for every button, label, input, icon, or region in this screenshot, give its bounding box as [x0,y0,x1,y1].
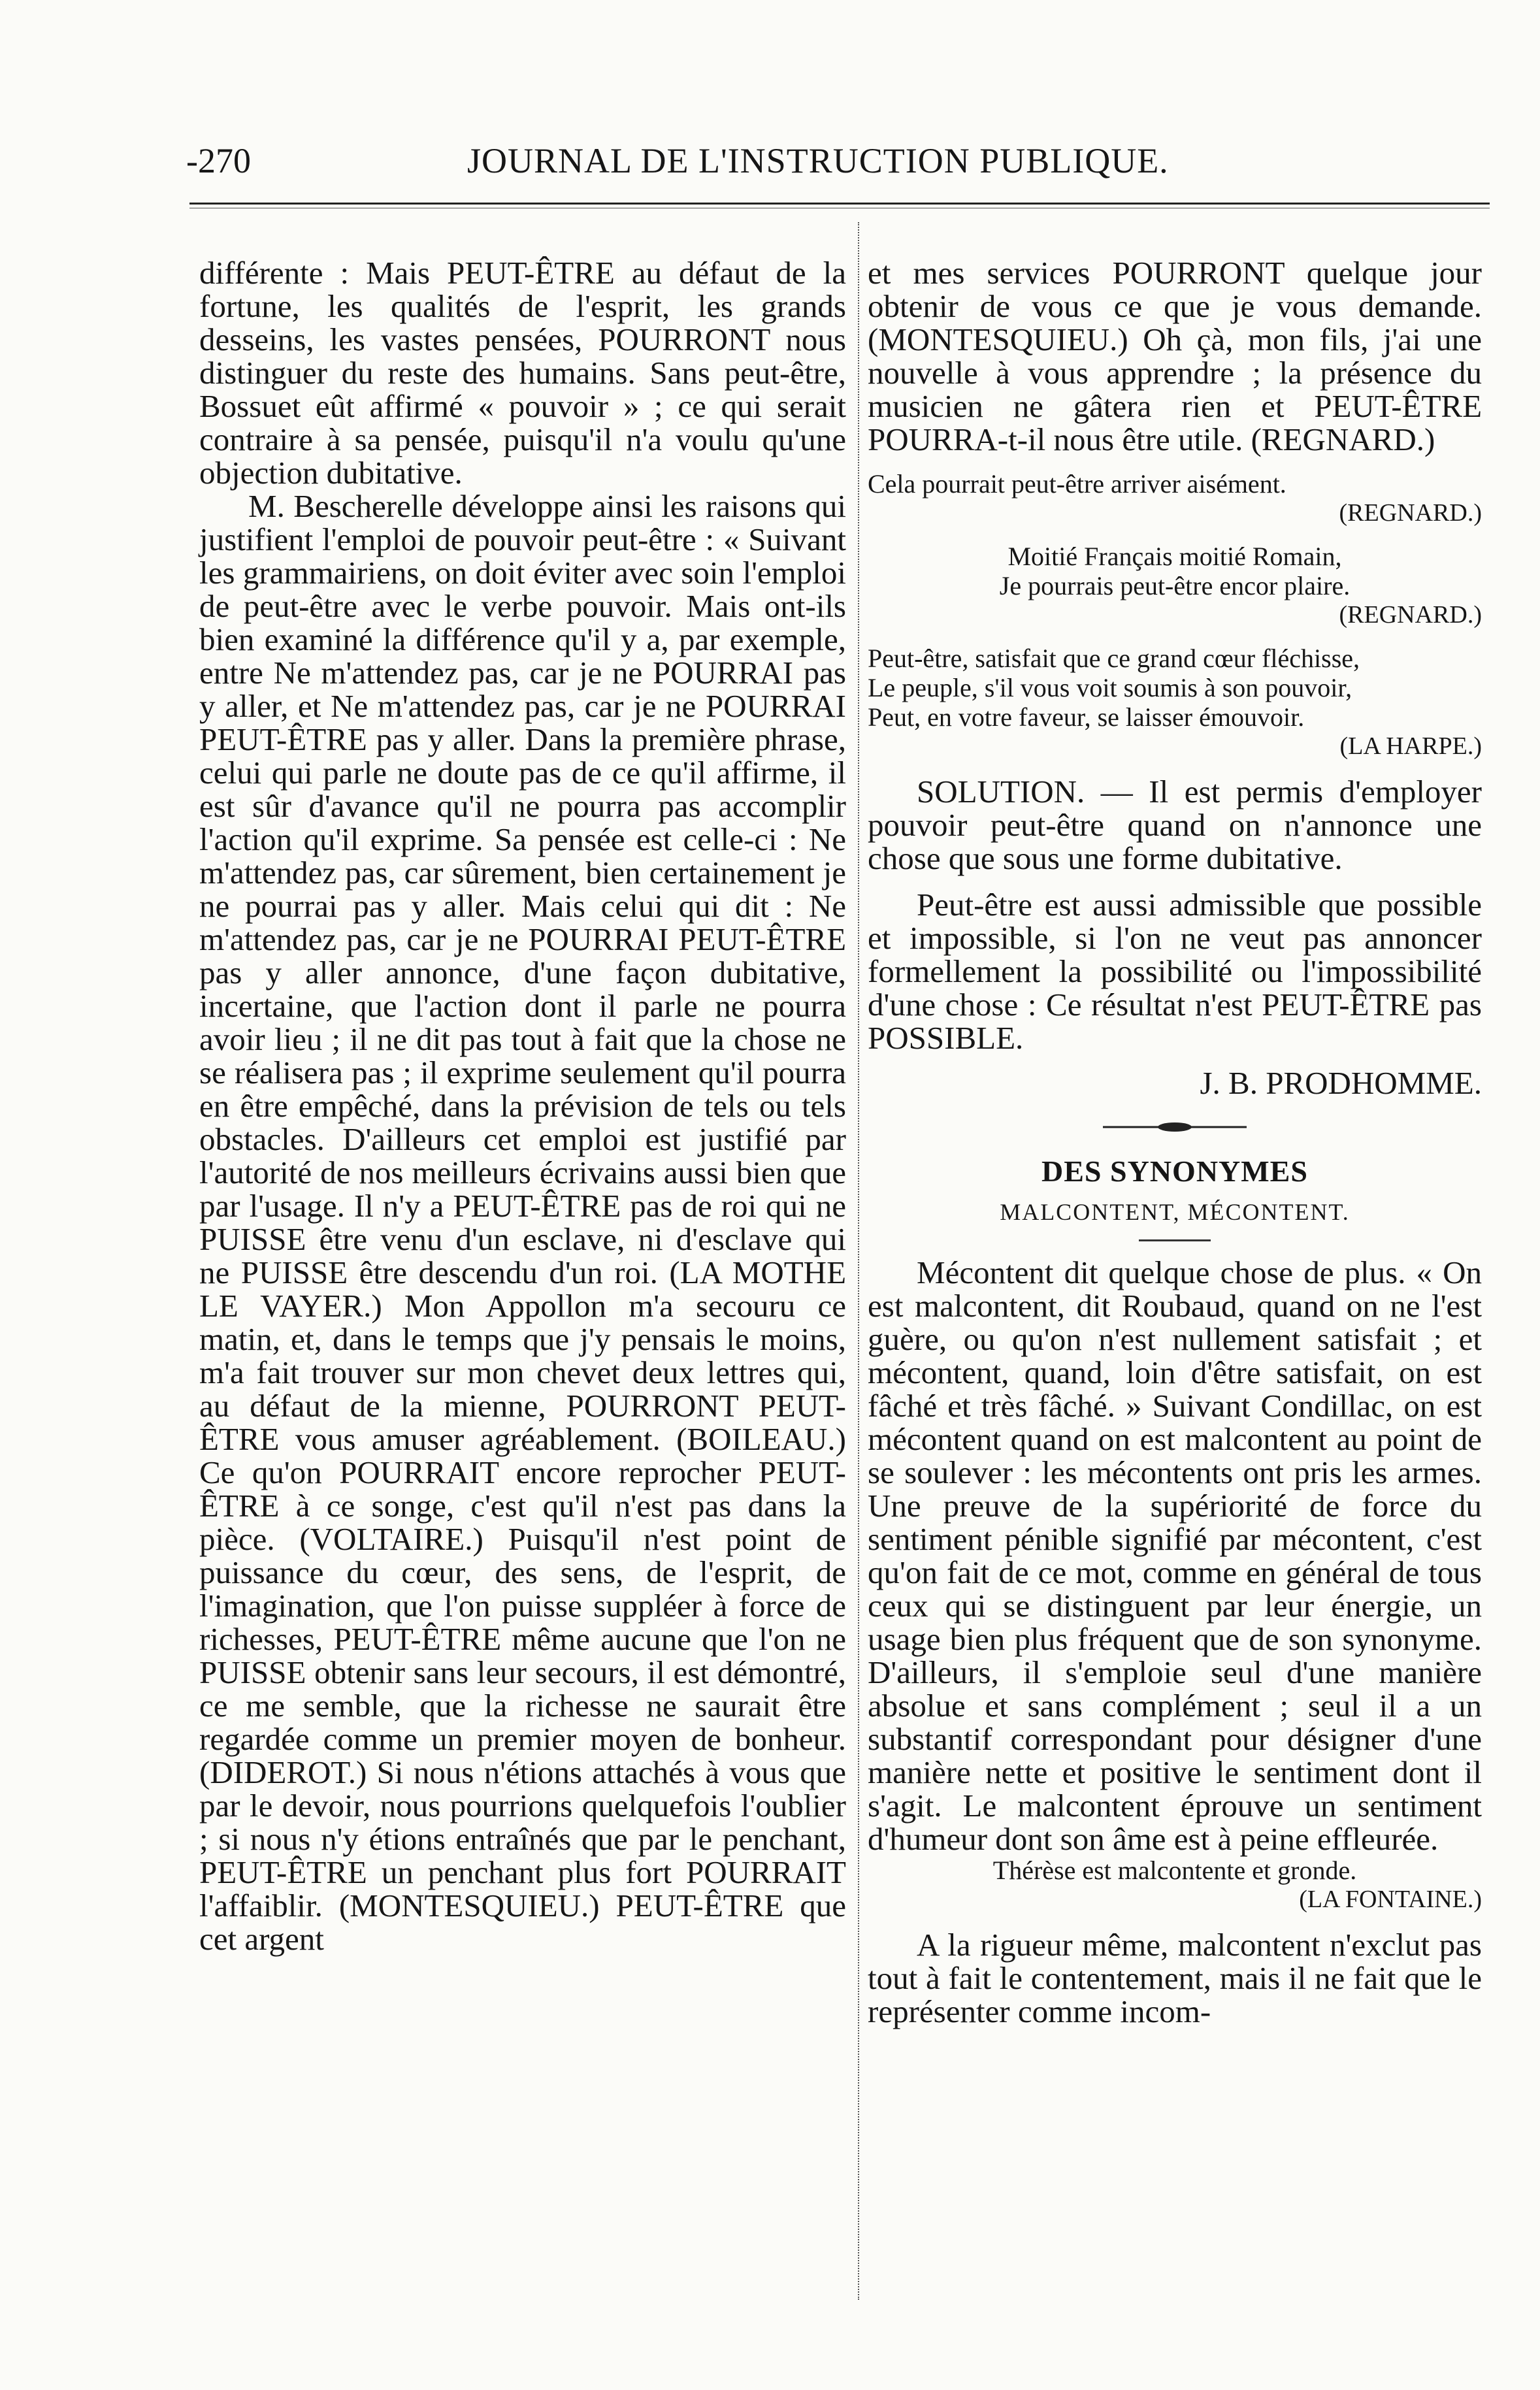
running-title: JOURNAL DE L'INSTRUCTION PUBLIQUE. [467,141,1169,180]
quote-regnard-1: Cela pourrait peut-être arriver aisément. [868,469,1286,499]
solution-paragraph: SOLUTION. — Il est permis d'employer pouvoir peut-être quand on n'annonce une chose que sous une forme dubitative. [868,774,1482,876]
quote-laharpe-source: (LA HARPE.) [1339,732,1482,760]
section-subtitle: MALCONTENT, MÉCONTENT. [1000,1199,1350,1225]
left-column [199,256,846,1956]
quote-regnard-2-source: (REGNARD.) [1339,601,1482,629]
quote-regnard-1-source: (REGNARD.) [1339,499,1482,527]
page-number: -270 [186,141,251,180]
final-paragraph: A la rigueur même, malcontent n'exclut pas tout à fait le contentement, mais il ne fait que le représenter comme incom- [868,1927,1482,2029]
section-rule [1139,1239,1211,1241]
quote-lafontaine: Thérèse est malcontente et gronde. [992,1856,1357,1885]
quote-regnard-2-line-1: Moitié Français moitié Romain, [1008,542,1342,571]
column-divider [858,222,859,2300]
quote-regnard-2-line-2: Je pourrais peut-être encor plaire. [999,571,1351,600]
quote-lafontaine-source: (LA FONTAINE.) [1299,1886,1482,1913]
author-signature: J. B. PRODHOMME. [1200,1065,1482,1101]
peut-etre-paragraph: Peut-être est aussi admissible que possible et impossible, si l'on ne veut pas annoncer formellement la possibilité ou l'impossibilité d'une chose : Ce résultat n'est PEUT-ÊTRE pas POSSIBLE. [868,887,1482,1056]
header-rule [189,203,1490,205]
left-paragraph-2: M. Bescherelle développe ainsi les raisons qui justifient l'emploi de pouvoir peut-être : « Suivant les grammairiens, on doit éviter avec soin l'emploi de peut-être avec le verbe pouvoir. Mais ont-ils bien examiné la différence qu'il y a, par exemple, entre Ne m'attendez pas, car je ne POURRAI pas y aller, et Ne m'attendez pas, car je ne POURRAI PEUT-ÊTRE pas y aller. Dans la première phrase, celui qui parle ne doute pas de ce qu'il affirme, il est sûr d'avance qu'il ne pourra pas accomplir l'action qu'il exprime. Sa pensée est celle-ci : Ne m'attendez pas, car sûrement, bien certainement je ne pourrai pas y aller. Mais celui qui dit : Ne m'attendez pas, car je ne POURRAI PEUT-ÊTRE pas y aller annonce, d'une façon dubitative, incertaine, que l'action dont il parle ne pourra avoir lieu ; il ne dit pas tout à fait que la chose ne se réalisera pas ; il exprime seulement qu'il pourra en être empêché, dans la prévision de tels ou tels obstacles. D'ailleurs cet emploi est justifié par l'autorité de nos meilleurs écrivains aussi bien que par l'usage. Il n'y a PEUT-ÊTRE pas de roi qui ne PUISSE être venu d'un esclave, ni d'esclave qui ne PUISSE être descendu d'un roi. (LA MOTHE LE VAYER.) Mon Appollon m'a secouru ce matin, et, dans le temps que j'y pensais le moins, m'a fait trouver sur mon chevet deux lettres qui, au défaut de la mienne, POURRONT PEUT-ÊTRE vous amuser agréablement. (BOILEAU.) Ce qu'on POURRAIT encore reprocher PEUT-ÊTRE à ce songe, c'est qu'il n'est pas dans la pièce. (VOLTAIRE.) Puisqu'il n'est point de puissance du cœur, des sens, de l'esprit, de l'imagination, que l'on puisse suppléer à force de richesses, PEUT-ÊTRE même aucune que l'on ne PUISSE obtenir sans leur secours, il est démontré, ce me semble, que la richesse ne saurait être regardée comme un premier moyen de bonheur. (DIDEROT.) Si nous n'étions attachés à vous que par le devoir, nous pourrions quelquefois l'oublier ; si nous n'y étions entraînés que par le penchant, PEUT-ÊTRE un penchant plus fort POURRAIT l'affaiblir. (MONTESQUIEU.) PEUT-ÊTRE que cet argent [199,488,846,1957]
page-header [186,140,1490,193]
synonyms-paragraph: Mécontent dit quelque chose de plus. « On est malcontent, dit Roubaud, quand on ne l'est guère, ou qu'on n'est nullement satisfait ; et mécontent, quand, loin d'être satisfait, on est fâché et très fâché. » Suivant Condillac, on est mécontent quand on est malcontent au point de se soulever : les mécontents ont pris les armes. Une preuve de la supériorité de force du sentiment pénible signifié par mécontent, c'est qu'on fait de ce mot, comme en général de tous ceux qui se distinguent par leur énergie, un usage bien plus fréquent que de son synonyme. D'ailleurs, il s'emploie seul d'une manière absolue et sans complément ; seul il a un substantif correspondant pour désigner d'une manière nette et positive le sentiment dont il s'agit. Le malcontent éprouve un sentiment d'humeur dont son âme est à peine effleurée. [868,1254,1482,1857]
section-title: DES SYNONYMES [1041,1154,1308,1188]
ornament-divider-icon [1096,1114,1253,1140]
quote-laharpe-line-3: Peut, en votre faveur, se laisser émouvoir. [868,702,1305,732]
quote-laharpe-line-1: Peut-être, satisfait que ce grand cœur fléchisse, [868,644,1360,673]
right-column [868,256,1482,2028]
left-paragraph-1: différente : Mais PEUT-ÊTRE au défaut de la fortune, les qualités de l'esprit, les grands desseins, les vastes pensées, POURRONT nous distinguer du reste des humains. Sans peut-être, Bossuet eût affirmé « pouvoir » ; ce qui serait contraire à sa pensée, puisqu'il n'a voulu qu'une objection dubitative. [199,255,846,491]
right-intro-paragraph: et mes services POURRONT quelque jour obtenir de vous ce que je vous demande. (MONTESQUIEU.) Oh çà, mon fils, j'ai une nouvelle à vous apprendre ; la présence du musicien ne gâtera rien et PEUT-ÊTRE POURRA-t-il nous être utile. (REGNARD.) [868,255,1482,457]
quote-laharpe-line-2: Le peuple, s'il vous voit soumis à son pouvoir, [868,673,1352,702]
